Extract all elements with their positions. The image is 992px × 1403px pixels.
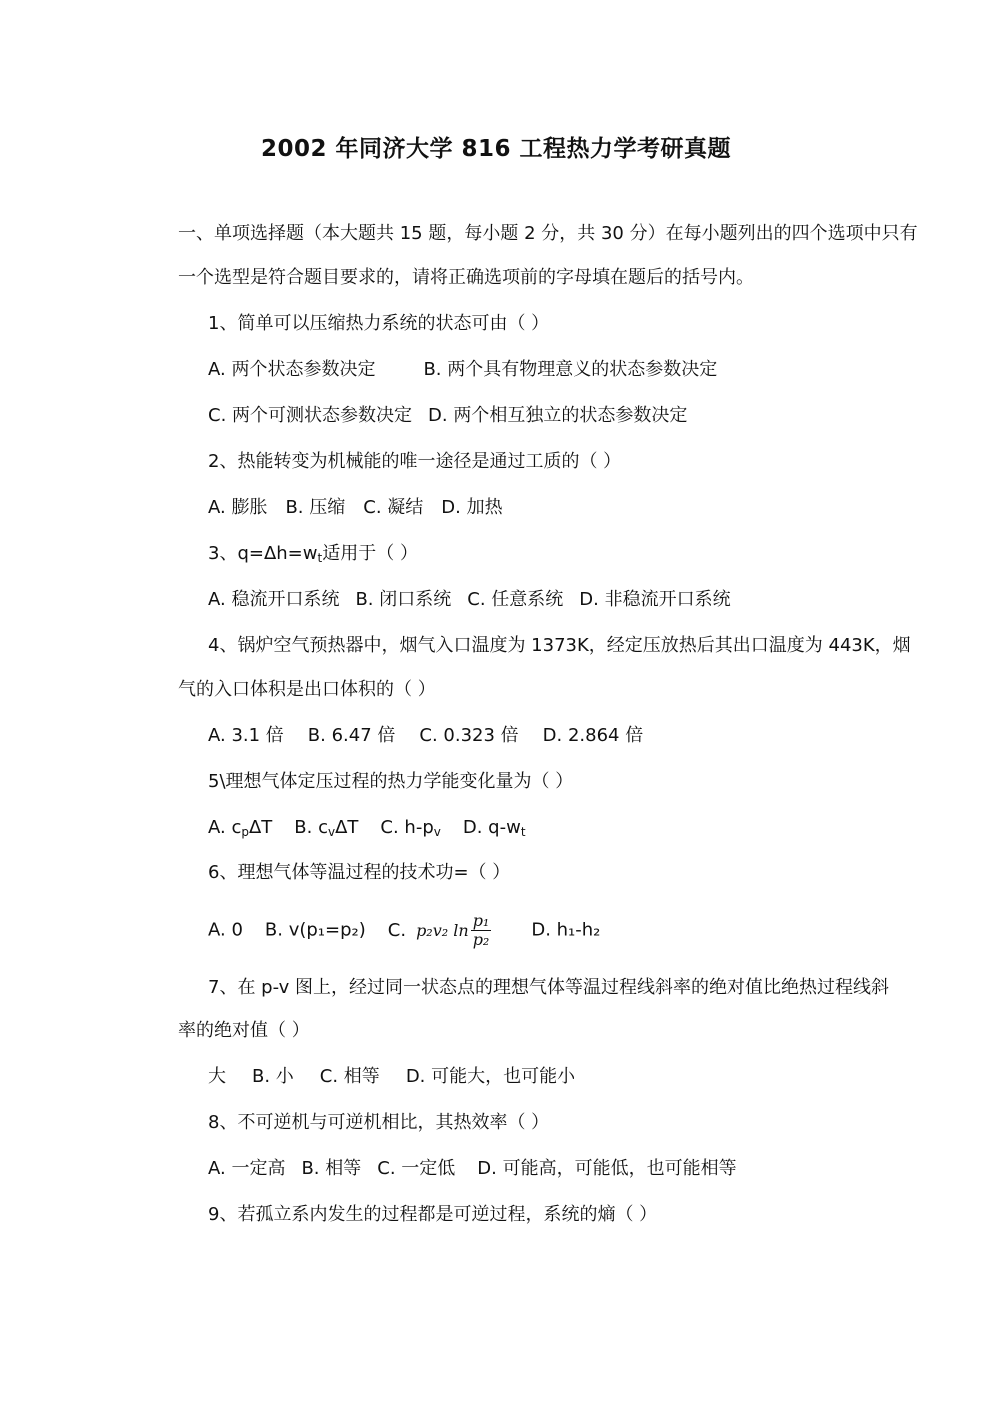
q8-option-c: C. 一定低 — [377, 1158, 456, 1179]
question-1-options-row-1 — [208, 358, 717, 382]
q1-option-d: D. 两个相互独立的状态参数决定 — [428, 405, 688, 426]
q1-option-b: B. 两个具有物理意义的状态参数决定 — [423, 359, 718, 380]
q8-option-b: B. 相等 — [301, 1158, 362, 1179]
question-9-stem: 9、若孤立系内发生的过程都是可逆过程，系统的熵（ ） — [208, 1204, 658, 1225]
q3-option-c: C. 任意系统 — [467, 589, 564, 610]
q7-option-a: 大 — [208, 1066, 226, 1087]
question-1-options-row-2 — [208, 404, 687, 428]
section-heading-line-2: 一个选型是符合题目要求的，请将正确选项前的字母填在题后的括号内。 — [178, 267, 754, 288]
q4-option-a: A. 3.1 倍 — [208, 725, 284, 746]
q4-option-b: B. 6.47 倍 — [307, 725, 396, 746]
q7-option-d: D. 可能大，也可能小 — [405, 1066, 576, 1087]
q3-stem-text: 3、q=Δh=w — [208, 543, 318, 564]
question-6-stem: 6、理想气体等温过程的技术功=（ ） — [208, 862, 511, 883]
question-7-stem-line-2: 率的绝对值（ ） — [178, 1020, 310, 1041]
question-3-stem — [208, 542, 418, 566]
q6-option-a: A. 0 — [208, 919, 243, 941]
q8-option-d: D. 可能高，可能低，也可能相等 — [477, 1158, 737, 1179]
question-6-options — [208, 912, 600, 949]
question-4-options — [208, 724, 643, 748]
q1-option-c: C. 两个可测状态参数决定 — [208, 405, 413, 426]
q3-option-a: A. 稳流开口系统 — [208, 589, 340, 610]
q6-option-b: B. v(p₁=p₂) — [264, 919, 366, 941]
section-heading-line-1: 一、单项选择题（本大题共 15 题，每小题 2 分，共 30 分）在每小题列出的四个选项中只有 — [178, 223, 918, 244]
q7-option-c: C. 相等 — [319, 1066, 380, 1087]
question-8-options — [208, 1157, 737, 1181]
page-title: 2002 年同济大学 816 工程热力学考研真题 — [260, 136, 732, 162]
q2-option-c: C. 凝结 — [363, 497, 424, 518]
q6-option-d: D. h₁-h₂ — [531, 919, 601, 941]
q3-option-d: D. 非稳流开口系统 — [579, 589, 731, 610]
q2-option-b: B. 压缩 — [285, 497, 346, 518]
question-7-options — [208, 1065, 575, 1089]
q3-stem-subscript: t — [317, 551, 323, 565]
q6-option-c-fraction: $\frac{\text{p₁}}{\text{p₂}}$ — [472, 911, 490, 949]
q2-option-a: A. 膨胀 — [208, 497, 268, 518]
question-1-stem: 1、简单可以压缩热力系统的状态可由（ ） — [208, 313, 550, 334]
q7-option-b: B. 小 — [252, 1066, 294, 1087]
question-2-stem: 2、热能转变为机械能的唯一途径是通过工质的（ ） — [208, 451, 622, 472]
question-7-stem-line-1: 7、在 p-v 图上，经过同一状态点的理想气体等温过程线斜率的绝对值比绝热过程线斜 — [208, 977, 889, 998]
q4-option-c: C. 0.323 倍 — [419, 725, 519, 746]
q3-option-b: B. 闭口系统 — [355, 589, 452, 610]
q5-option-b: B. $c_v\Delta T$ — [294, 817, 359, 839]
q5-option-c: C. $h-p_v$ — [380, 817, 441, 839]
q1-option-a: A. 两个状态参数决定 — [208, 359, 376, 380]
q3-stem-tail: 适用于（ ） — [322, 543, 418, 564]
question-3-options — [208, 588, 731, 612]
question-8-stem: 8、不可逆机与可逆机相比，其热效率（ ） — [208, 1112, 550, 1133]
question-4-stem-line-2: 气的入口体积是出口体积的（ ） — [178, 679, 436, 700]
question-5-options — [208, 816, 526, 840]
question-5-stem: 5\理想气体定压过程的热力学能变化量为（ ） — [208, 771, 574, 792]
q5-option-d: D. $q-w_t$ — [462, 817, 526, 839]
q2-option-d: D. 加热 — [441, 497, 503, 518]
question-2-options — [208, 496, 503, 520]
q5-option-a: A. $c_p\Delta T$ — [208, 817, 273, 839]
q8-option-a: A. 一定高 — [208, 1158, 286, 1179]
q6-option-c-expression: p₂v₂ ln — [416, 920, 469, 940]
question-4-stem-line-1: 4、锅炉空气预热器中，烟气入口温度为 1373K，经定压放热后其出口温度为 443K，烟 — [208, 635, 911, 656]
q6-option-c: C. p₂v₂ ln $\frac{\text{p₁}}{\text{p₂}}$ — [387, 911, 490, 949]
q4-option-d: D. 2.864 倍 — [542, 725, 644, 746]
